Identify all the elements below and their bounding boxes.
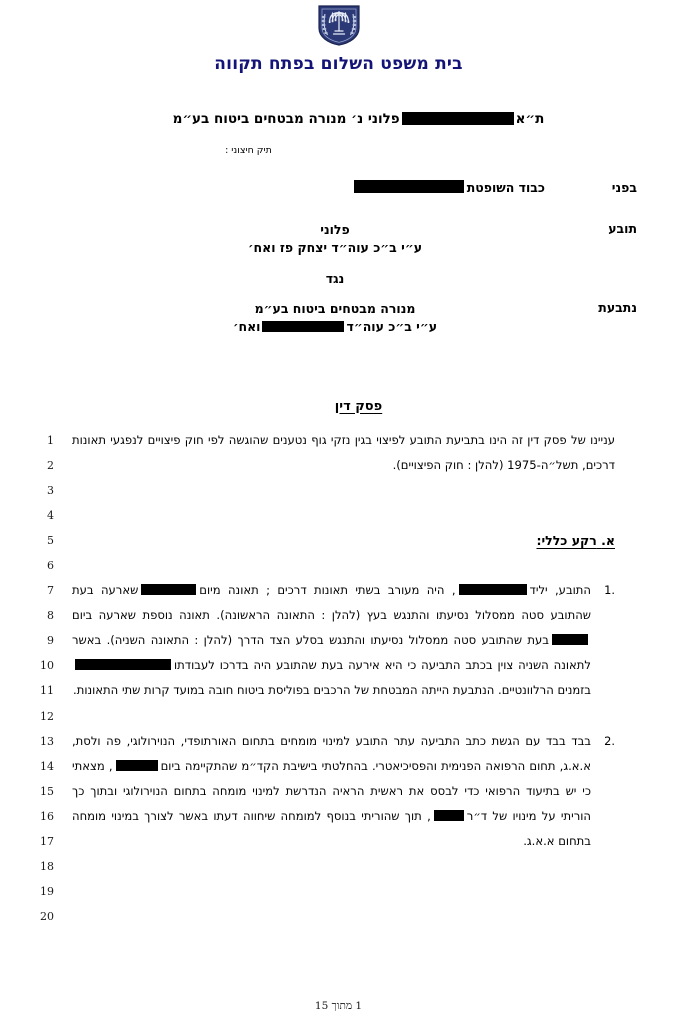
line-number: 18	[40, 860, 54, 874]
line-number: 8	[47, 609, 54, 623]
intro-paragraph: עניינו של פסק דין זה הינו בתביעת התובע לפיצוי בגין נזקי גוף נטענים שהוגשה לפי חוק פיצויים לנפגעי תאונות דרכים, תשל״ה-1975 (להלן : חוק הפיצויים).	[72, 432, 615, 472]
item-text-part: בבד בבד עם הגשת כתב התביעה עתר התובע למינוי מומחים בתחום האורתופדי, הנוירולוגי, פה ולסת, א.א.ג, תחום הרפואה הפנימית והפסיכיאטרי. בהחלטתי בישיבת הקד״מ שהתקיימה ביום	[72, 733, 591, 773]
item-text-part: שארעה בעת שהתובע סטה ממסלול נסיעתו והתנגש בעץ (להלן : התאונה הראשונה). תאונה נוספת שארעה ביום	[72, 583, 591, 623]
section-a-label: א.	[601, 532, 615, 548]
section-a-heading	[72, 528, 615, 553]
page-footer	[0, 1000, 677, 1012]
plaintiff-body	[0, 221, 545, 257]
defendant-name: מנורה מבטחים ביטוח בע״מ	[254, 301, 416, 317]
israel-state-emblem-icon	[316, 4, 362, 46]
line-number: 14	[40, 759, 54, 773]
case-number-redaction	[402, 112, 514, 125]
versus-label: נגד	[325, 271, 345, 287]
line-number: 2	[47, 458, 54, 472]
judgment-body	[0, 428, 677, 924]
redaction-bar	[459, 584, 527, 595]
judgment-heading: פסק דין	[334, 398, 383, 414]
defendant-counsel-prefix: ע״י ב״כ עוה״ד	[346, 319, 438, 335]
defendant-counsel	[125, 318, 545, 336]
list-item	[72, 729, 615, 854]
defendant-counsel-suffix: ואח׳	[232, 319, 261, 335]
line-number: 6	[47, 558, 54, 572]
court-name: בית משפט השלום בפתח תקווה	[214, 54, 463, 74]
document-header	[0, 0, 677, 74]
case-type-label: ת״א	[515, 111, 545, 127]
line-number: 9	[47, 634, 54, 648]
judgment-content	[72, 428, 615, 855]
parties-section	[0, 221, 677, 337]
line-number: 7	[47, 584, 54, 598]
line-number: 19	[40, 885, 54, 899]
line-number: 12	[40, 709, 54, 723]
line-number: 4	[47, 508, 54, 522]
spacer	[72, 704, 615, 729]
plaintiff-label: תובע	[608, 221, 637, 236]
case-title-text: פלוני נ׳ מנורה מבטחים ביטוח בע״מ	[172, 111, 400, 127]
plaintiff-block	[0, 221, 637, 257]
defendant-label: נתבעת	[598, 300, 637, 316]
line-number: 13	[40, 734, 54, 748]
judge-honorific: כבוד השופטת	[466, 180, 545, 195]
before-label: בפני	[611, 180, 637, 195]
item-text-part: , תוך שהוריתי בנוסף למומחה שיחווה דעתו באשר לצורך במינוי מומחה בתחום א.א.ג.	[72, 808, 591, 848]
defendant-body	[0, 300, 545, 336]
before-judge-row	[0, 180, 677, 195]
redaction-bar	[116, 760, 158, 771]
item-text-part: בעת שהתובע סטה ממסלול נסיעתו והתנגש בסלע הצד הדרך (להלן : התאונה השניה). באשר לתאונה השניה צוין בכתב התביעה כי היא אירעה בעת שהתובע היה בדרכו לעבודתו	[72, 633, 591, 673]
item-text-part: , מצאתי כי יש בתיעוד הרפואי כדי לבסס את ראשית הראיה הנדרשת למינוי מומחה בתחום הנוירולוגי ובתוך כך הוריתי על מינויו של ד״ר	[72, 758, 592, 823]
item-text	[72, 729, 591, 854]
redaction-bar	[141, 584, 196, 595]
item-marker: 1.	[604, 583, 615, 598]
item-text-part: התובע, יליד	[529, 583, 591, 598]
defendant-counsel-redaction	[262, 321, 344, 332]
redaction-bar	[75, 659, 171, 670]
plaintiff-counsel: ע״י ב״כ עוה״ד יצחק פז ואח׳	[247, 240, 423, 256]
redaction-bar	[434, 810, 464, 821]
line-number-gutter	[28, 428, 54, 930]
line-number: 11	[40, 684, 54, 698]
judge-value	[354, 180, 545, 195]
list-item	[72, 578, 615, 703]
spacer	[72, 478, 615, 503]
line-number: 10	[40, 659, 54, 673]
item-marker: 2.	[604, 733, 615, 748]
section-a-title: רקע כללי:	[536, 532, 597, 548]
item-text	[72, 578, 591, 703]
line-number: 16	[40, 809, 54, 823]
line-number: 5	[47, 533, 54, 547]
line-number: 20	[40, 910, 54, 924]
external-file-row	[0, 145, 677, 156]
item-text-part: , היה מעורב בשתי תאונות דרכים ; תאונה מיום	[199, 583, 456, 598]
case-title-row	[0, 111, 677, 127]
plaintiff-name: פלוני	[320, 222, 350, 237]
judge-name-redaction	[354, 180, 464, 193]
spacer	[72, 503, 615, 528]
defendant-block	[0, 300, 637, 336]
external-file-label: תיק חיצוני :	[225, 145, 272, 156]
line-number: 3	[47, 483, 54, 497]
line-number: 1	[47, 433, 54, 447]
page-indicator: 1 מתוך 15	[314, 1000, 363, 1012]
redaction-bar	[552, 634, 588, 645]
line-number: 15	[40, 784, 54, 798]
item-text-part: בזמנים הרלוונטיים. הנתבעת הייתה המבטחת של הרכבים בפוליסת ביטוח חובה במועד קרות שתי התאונות.	[73, 683, 591, 698]
line-number: 17	[40, 835, 54, 848]
spacer	[72, 553, 615, 578]
